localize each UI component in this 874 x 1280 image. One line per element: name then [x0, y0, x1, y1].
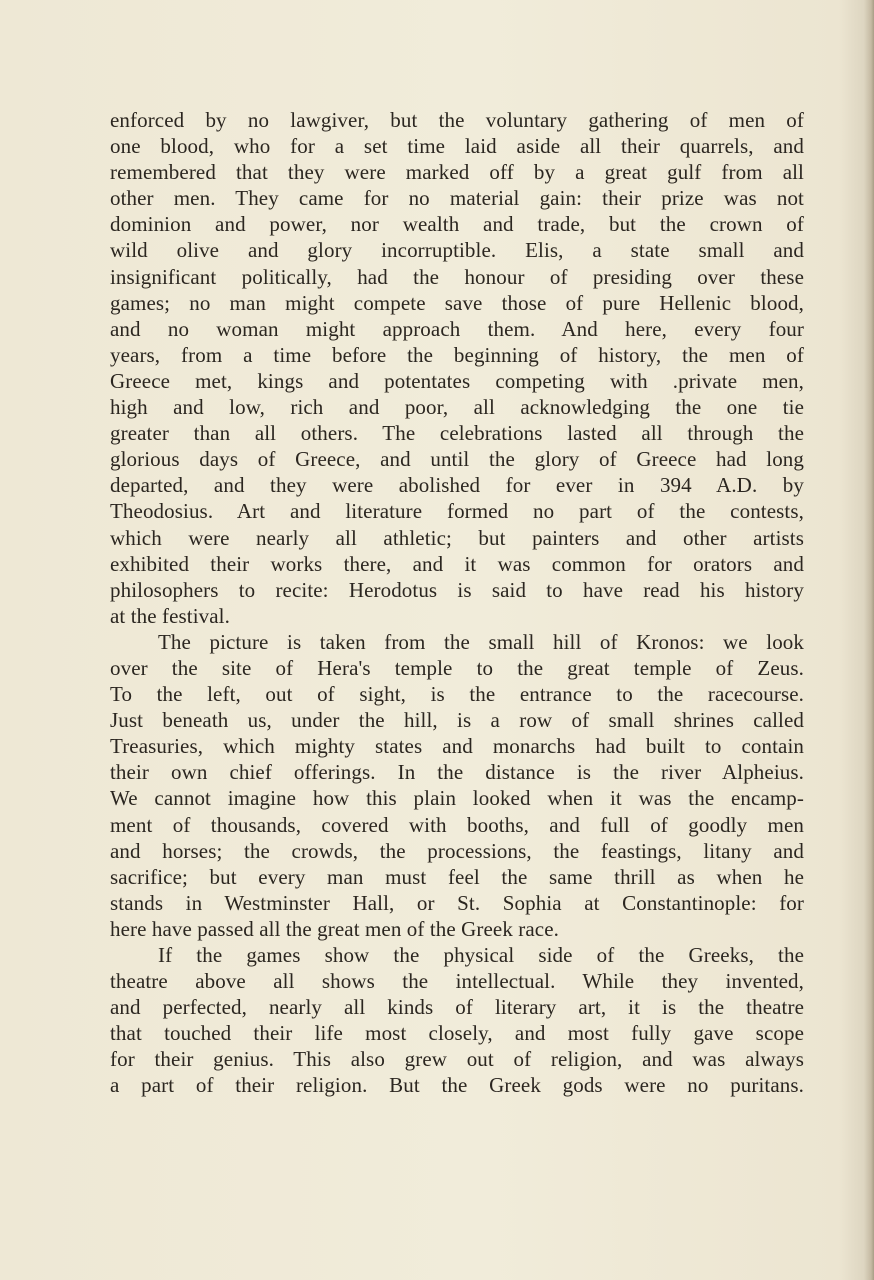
- text-line: To the left, out of sight, is the entrance to the racecourse.: [110, 682, 804, 707]
- text-line: dominion and power, nor wealth and trade, but the crown of: [110, 212, 804, 237]
- text-line: insignificant politically, had the honour of presiding over these: [110, 264, 804, 289]
- text-line: ment of thousands, covered with booths, and full of goodly men: [110, 812, 804, 837]
- text-line: a part of their religion. But the Greek gods were no puritans.: [110, 1073, 804, 1098]
- text-line: that touched their life most closely, and most fully gave scope: [110, 1021, 804, 1046]
- text-line: The picture is taken from the small hill of Kronos: we look: [158, 629, 804, 654]
- text-line: over the site of Hera's temple to the great temple of Zeus.: [110, 655, 804, 680]
- text-line: remembered that they were marked off by a great gulf from all: [110, 160, 804, 185]
- text-line: exhibited their works there, and it was common for orators and: [110, 551, 804, 576]
- text-line: other men. They came for no material gain: their prize was not: [110, 186, 804, 211]
- text-line: enforced by no lawgiver, but the voluntary gathering of men of: [110, 108, 804, 132]
- text-line: We cannot imagine how this plain looked when it was the encamp-: [110, 786, 804, 811]
- text-line: years, from a time before the beginning of history, the men of: [110, 342, 804, 367]
- text-line: at the festival.: [110, 603, 230, 628]
- text-line: Just beneath us, under the hill, is a row of small shrines called: [110, 708, 804, 733]
- body-text: [110, 107, 804, 1099]
- text-line: sacrifice; but every man must feel the same thrill as when he: [110, 864, 804, 889]
- text-line: glorious days of Greece, and until the glory of Greece had long: [110, 447, 804, 472]
- text-line: Treasuries, which mighty states and monarchs had built to contain: [110, 734, 804, 759]
- text-line: games; no man might compete save those of pure Hellenic blood,: [110, 290, 804, 315]
- text-line: Greece met, kings and potentates competing with .private men,: [110, 368, 804, 393]
- text-line: and horses; the crowds, the processions, the feastings, litany and: [110, 838, 804, 863]
- text-line: departed, and they were abolished for ever in 394 A.D. by: [110, 473, 804, 498]
- text-line: one blood, who for a set time laid aside all their quarrels, and: [110, 134, 804, 159]
- text-line: philosophers to recite: Herodotus is said to have read his history: [110, 577, 804, 602]
- text-line: theatre above all shows the intellectual. While they invented,: [110, 969, 804, 994]
- text-line: their own chief offerings. In the distance is the river Alpheius.: [110, 760, 804, 785]
- text-line: wild olive and glory incorruptible. Elis, a state small and: [110, 238, 804, 263]
- page-edge-shadow: [864, 0, 874, 1280]
- text-line: Theodosius. Art and literature formed no part of the contests,: [110, 499, 804, 524]
- text-line: and no woman might approach them. And here, every four: [110, 316, 804, 341]
- text-line: and perfected, nearly all kinds of literary art, it is the theatre: [110, 995, 804, 1020]
- text-line: here have passed all the great men of the Greek race.: [110, 916, 559, 941]
- text-line: for their genius. This also grew out of religion, and was always: [110, 1047, 804, 1072]
- text-line: high and low, rich and poor, all acknowledging the one tie: [110, 395, 804, 420]
- text-line: If the games show the physical side of the Greeks, the: [158, 943, 804, 967]
- text-line: which were nearly all athletic; but painters and other artists: [110, 525, 804, 550]
- text-line: stands in Westminster Hall, or St. Sophia at Constantinople: for: [110, 890, 804, 915]
- text-line: greater than all others. The celebrations lasted all through the: [110, 421, 804, 446]
